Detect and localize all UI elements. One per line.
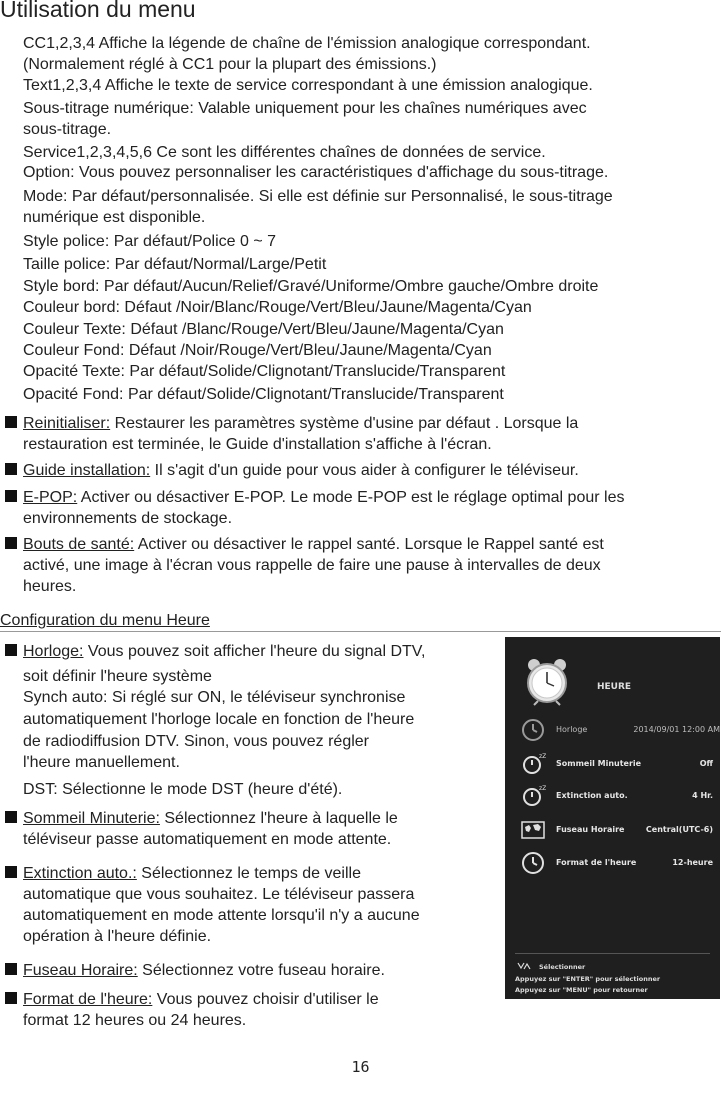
clock-sub-line: l'heure manuellement.: [23, 754, 180, 771]
subtitle-line: Mode: Par défaut/personnalisée. Si elle est définie sur Personnalisé, le sous-titrage: [23, 188, 613, 205]
clock-sub-line: Synch auto: Si réglé sur ON, le téléviseur synchronise: [23, 689, 406, 706]
item-fuseau-horaire: [5, 960, 385, 981]
item-text: opération à l'heure définie.: [23, 928, 212, 945]
tv-menu-footer-hint: Appuyez sur "MENU" pour retourner: [515, 986, 648, 994]
subtitle-line: Style bord: Par défaut/Aucun/Relief/Gravé/Uniforme/Ombre gauche/Ombre droite: [23, 278, 599, 295]
item-heading: Sommeil Minuterie:: [23, 810, 160, 827]
item-horloge: [5, 641, 425, 687]
tv-menu-screenshot: [505, 637, 720, 999]
subtitle-line: Text1,2,3,4 Affiche le texte de service correspondant à une émission analogique.: [23, 77, 593, 94]
tv-menu-row-label: Sommeil Minuterie: [556, 759, 642, 768]
tv-menu-header: HEURE: [597, 682, 632, 692]
item-text: Sélectionnez le temps de veille: [136, 865, 361, 882]
item-heading: Guide installation:: [23, 462, 151, 479]
subtitle-line: Couleur bord: Défaut /Noir/Blanc/Rouge/Vert/Bleu/Jaune/Magenta/Cyan: [23, 299, 532, 316]
item-text: Vous pouvez choisir d'utiliser le: [152, 991, 379, 1008]
bullet-square-icon: [5, 644, 17, 656]
tv-menu-row-label: Format de l'heure: [556, 858, 637, 867]
subtitle-line: CC1,2,3,4 Affiche la légende de chaîne de l'émission analogique correspondant.: [23, 35, 591, 52]
item-heading: Format de l'heure:: [23, 991, 153, 1008]
tv-menu-row-value: 4 Hr.: [692, 791, 713, 800]
item-heading: E-POP:: [23, 489, 78, 506]
item-e-pop: [5, 487, 624, 529]
subtitle-line: (Normalement réglé à CC1 pour la plupart des émissions.): [23, 56, 437, 73]
auto-off-icon: [521, 784, 545, 808]
tv-menu-row-value: Central(UTC-6): [645, 825, 713, 834]
tv-menu-footer-hint: Appuyez sur "ENTER" pour sélectionner: [515, 975, 661, 983]
bullet-square-icon: [5, 992, 17, 1004]
tv-menu-row-format-heure[interactable]: [519, 850, 715, 876]
page-number: 16: [351, 1058, 370, 1076]
item-bouts-de-sante: [5, 534, 604, 597]
clock-icon: [521, 718, 545, 742]
subtitle-line: Sous-titrage numérique: Valable uniquement pour les chaînes numériques avec: [23, 100, 587, 117]
item-text: Restaurer les paramètres système d'usine par défaut . Lorsque la: [110, 415, 579, 432]
svg-text:zZ: zZ: [539, 785, 547, 792]
item-text: téléviseur passe automatiquement en mode attente.: [23, 831, 392, 848]
item-heading: Reinitialiser:: [23, 415, 111, 432]
tv-menu-row-value: 2014/09/01 12:00 AM: [633, 725, 720, 734]
sleep-timer-icon: [521, 752, 545, 776]
tv-menu-row-value: 12-heure: [672, 858, 713, 867]
item-format-heure: [5, 989, 379, 1031]
subtitle-line: Taille police: Par défaut/Normal/Large/Petit: [23, 256, 327, 273]
item-text: Il s'agit d'un guide pour vous aider à configurer le téléviseur.: [150, 462, 579, 479]
bullet-square-icon: [5, 866, 17, 878]
item-sommeil-minuterie: [5, 808, 398, 850]
item-text: restauration est terminée, le Guide d'installation s'affiche à l'écran.: [23, 436, 492, 453]
item-text: environnements de stockage.: [23, 510, 233, 527]
item-guide-installation: [5, 460, 579, 481]
tv-menu-row-sommeil-minuterie[interactable]: [519, 751, 715, 777]
subtitle-line: sous-titrage.: [23, 121, 112, 138]
tv-menu-divider: [515, 953, 710, 954]
subtitle-line: Opacité Texte: Par défaut/Solide/Clignotant/Translucide/Transparent: [23, 363, 506, 380]
page-title: Utilisation du menu: [0, 0, 196, 22]
item-heading: Bouts de santé:: [23, 536, 135, 553]
navigate-arrows-icon: [517, 962, 531, 970]
world-map-icon: [521, 818, 545, 842]
subtitle-line: Couleur Texte: Défaut /Blanc/Rouge/Vert/Bleu/Jaune/Magenta/Cyan: [23, 321, 504, 338]
item-text: format 12 heures ou 24 heures.: [23, 1012, 247, 1029]
section-title: Configuration du menu Heure: [0, 612, 210, 629]
clock-sub-line: DST: Sélectionne le mode DST (heure d'été).: [23, 781, 343, 798]
item-text: automatiquement en mode attente lorsqu'il n'y a aucune: [23, 907, 420, 924]
bullet-square-icon: [5, 963, 17, 975]
subtitle-line: Option: Vous pouvez personnaliser les caractéristiques d'affichage du sous-titrage.: [23, 164, 609, 181]
tv-menu-row-horloge[interactable]: [519, 717, 720, 743]
svg-text:zZ: zZ: [539, 753, 547, 760]
subtitle-line: Style police: Par défaut/Police 0 ~ 7: [23, 233, 277, 250]
subtitle-line: numérique est disponible.: [23, 209, 206, 226]
item-text: Sélectionnez votre fuseau horaire.: [137, 962, 385, 979]
item-heading: Extinction auto.:: [23, 865, 137, 882]
item-text: activé, une image à l'écran vous rappelle de faire une pause à intervalles de deux: [23, 557, 601, 574]
item-text: Sélectionnez l'heure à laquelle le: [159, 810, 398, 827]
tv-menu-footer-hint: Sélectionner: [539, 963, 586, 971]
item-text: Vous pouvez soit afficher l'heure du signal DTV,: [83, 643, 426, 660]
subtitle-line: Opacité Fond: Par défaut/Solide/Clignotant/Translucide/Transparent: [23, 386, 504, 403]
alarm-clock-icon: [522, 656, 572, 706]
bullet-square-icon: [5, 416, 17, 428]
bullet-square-icon: [5, 463, 17, 475]
section-divider: [0, 631, 721, 632]
clock-icon: [521, 851, 545, 875]
item-text: automatique que vous souhaitez. Le téléviseur passera: [23, 886, 415, 903]
clock-sub-line: de radiodiffusion DTV. Sinon, vous pouvez régler: [23, 733, 369, 750]
item-reinitialiser: [5, 413, 578, 455]
item-text: Activer ou désactiver E-POP. Le mode E-POP est le réglage optimal pour les: [77, 489, 625, 506]
subtitle-line: Couleur Fond: Défaut /Noir/Rouge/Vert/Bleu/Jaune/Magenta/Cyan: [23, 342, 492, 359]
bullet-square-icon: [5, 537, 17, 549]
item-text: soit définir l'heure système: [23, 668, 212, 685]
tv-menu-row-value: Off: [699, 759, 713, 768]
clock-sub-line: automatiquement l'horloge locale en fonction de l'heure: [23, 711, 415, 728]
item-extinction-auto: [5, 863, 420, 947]
tv-menu-row-label: Horloge: [556, 725, 588, 734]
tv-menu-row-fuseau-horaire[interactable]: [519, 817, 715, 843]
tv-menu-row-label: Fuseau Horaire: [556, 825, 625, 834]
bullet-square-icon: [5, 811, 17, 823]
item-heading: Horloge:: [23, 643, 84, 660]
tv-menu-row-label: Extinction auto.: [556, 791, 628, 800]
tv-menu-row-extinction-auto[interactable]: [519, 783, 715, 809]
bullet-square-icon: [5, 490, 17, 502]
item-text: Activer ou désactiver le rappel santé. Lorsque le Rappel santé est: [134, 536, 604, 553]
item-text: heures.: [23, 578, 77, 595]
item-heading: Fuseau Horaire:: [23, 962, 138, 979]
subtitle-line: Service1,2,3,4,5,6 Ce sont les différentes chaînes de données de service.: [23, 144, 546, 161]
